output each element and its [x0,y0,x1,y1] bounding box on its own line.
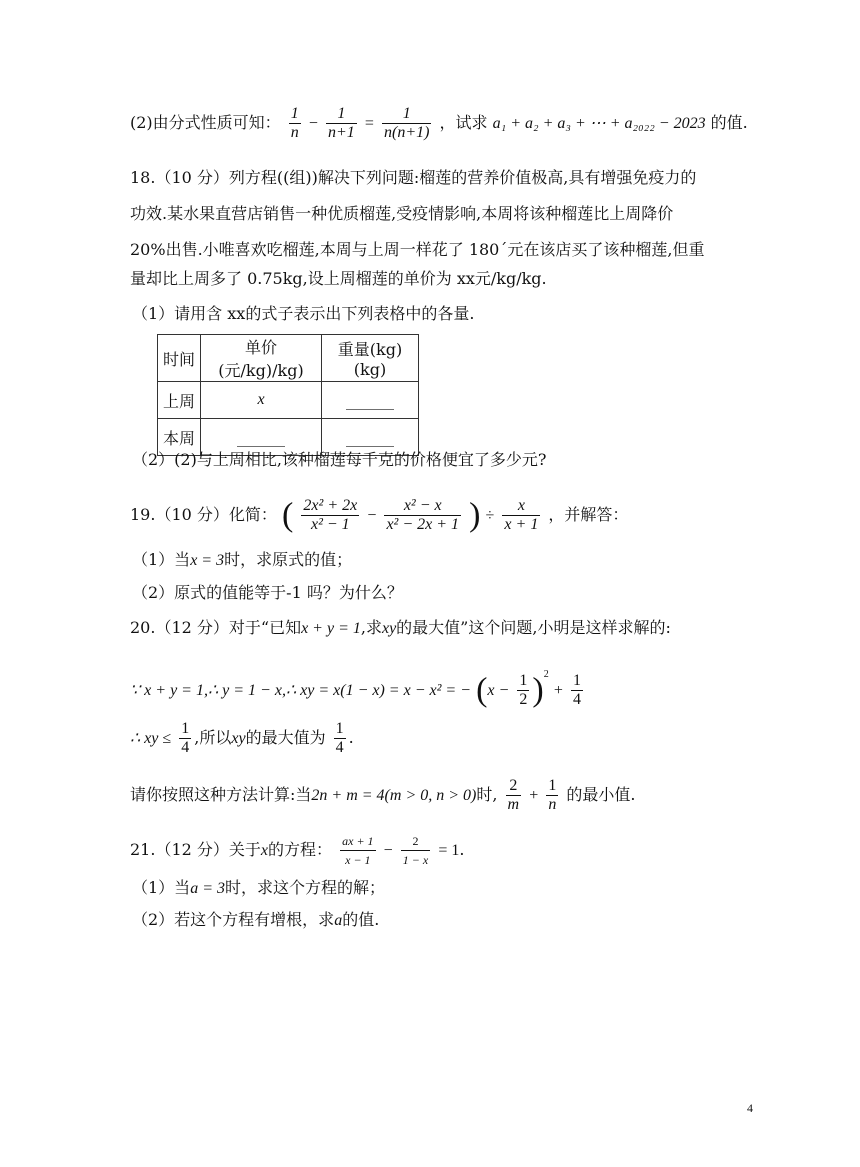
q21-head: 21.（12 分）关于x的方程： $\frac{ax + 1}{x - 1}$ − $\frac{2}{1 - x}$ = 1. [130,834,465,867]
q20-l1-xy: xy [381,620,397,637]
square-exponent: 2 [543,669,549,680]
q20-proof1-inner: x − [487,682,510,699]
frac-num: 1 [335,720,344,737]
plus-sign: + [553,682,563,699]
frac-den: 4 [335,739,344,756]
q21-frac-2 [401,832,430,869]
q17-ask-prefix: ，试求 [439,113,488,132]
q18-sub1: （1）请用含 xx的式子表示出下列表格中的各量. [132,304,475,323]
frac-num: 1 [572,672,581,689]
q19-head: 19.（10 分）化简： ( $\frac{\text{2x² + 2x}}{\text{x² − 1}}$ − $\frac{\text{x² − x}}{\text{x² − 2x + 1}}$ ) ÷ $\frac{x}{x + 1}$ ，并解答： [130,496,629,534]
table-header-row [158,335,419,382]
frac-den: x − 1 [345,853,371,867]
quarter-frac [571,672,583,709]
table-cell: ______ [201,419,322,456]
frac-num: 1 [290,105,299,122]
frac-num: 2 [401,832,430,851]
frac-num: 1 [548,777,557,794]
q17-ask-suffix: 的值. [710,113,748,132]
frac-den: m [507,796,520,813]
table-cell: 上周 [158,382,201,419]
q18-line1: 18.（10 分）列方程((组))解决下列问题:榴莲的营养价值极高,具有增强免疫力的 [130,168,697,187]
q20-calc: 请你按照这种方法计算:当2n + m = 4(m > 0, n > 0)时, $\frac{2}{m}$ + $\frac{1}{n}$ 的最小值. [130,777,636,813]
q21-sub2-a: a [334,912,343,929]
q20-proof2-post: 的最大值为 [245,728,326,747]
frac-num: ax + 1 [340,832,375,851]
q19-sub1-pre: （1）当 [132,550,191,569]
frac-num: 2 [506,777,522,796]
q20-proof-line2 [130,720,354,757]
frac-den: 1 − x [402,853,429,867]
q20-line1 [130,617,671,640]
table-header-cell: 重量(kg)(kg) [322,335,419,382]
q20-proof1-a: ∵ x + y = 1,∴ y = 1 − x,∴ xy = x(1 − x) = x − x² = − [130,682,471,699]
table-cell: ______ [322,419,419,456]
q21-sub1-post: 时，求这个方程的解； [224,878,385,897]
table-header-cell: 时间 [158,335,201,382]
table-cell: 本周 [158,419,201,456]
frac-num: 1 [519,672,528,689]
q21-head-pre: 21.（12 分）关于 [130,840,261,859]
q19-head-label: 19.（10 分）化简： [130,505,277,524]
frac-den: 4 [181,739,190,756]
q20-proof2-mid: ,所以 [194,728,232,747]
quarter-frac-3 [334,720,346,757]
q21-sub1-expr: a = 3 [190,880,225,897]
table-cell: ______ [322,382,419,419]
frac-den: n(n+1) [384,124,430,141]
page-number: 4 [747,1101,753,1115]
frac-num: 1 [382,105,431,124]
q21-sub1 [132,877,385,900]
q21-eq-tail: = 1 [438,842,460,859]
q21-sub2-post: 的值. [342,910,380,929]
q20-calc-expr: 2n + m = 4(m > 0, n > 0) [311,787,477,804]
q20-calc-mid: 时, [476,785,498,804]
q21-frac-1 [340,832,375,869]
q19-sub2: （2）原式的值能等于-1 吗？为什么？ [132,583,403,602]
q20-proof2-a: ∴ xy ≤ [130,730,172,747]
frac-den: 4 [572,691,581,708]
q19-frac-3 [502,497,540,534]
frac-1-over-n-plus-1 [326,105,357,142]
one-over-n [546,777,558,814]
q20-calc-post: 的最小值. [566,785,636,804]
q20-l1-pre: 20.（12 分）对于“已知 [130,618,302,637]
quarter-frac-2 [179,720,191,757]
q18-table [157,334,419,456]
q21-sub1-pre: （1）当 [132,878,191,897]
q18-line3: 20%出售.小唯喜欢吃榴莲,本周与上周一样花了 180´元在该店买了该种榴莲,但重 [130,240,705,259]
q20-l1-expr: x + y = 1 [301,620,361,637]
q18-sub2: （2）(2)与上周相比,该种榴莲每千克的价格便宜了多少元? [132,450,547,469]
frac-den: x + 1 [504,516,539,533]
q19-tail: ，并解答： [548,505,629,524]
frac-den: x² − 2x + 1 [386,516,460,533]
q21-x: x [260,842,269,859]
q19-frac-1 [301,497,359,534]
q20-l1-mid: ,求 [360,618,382,637]
half-frac [517,672,529,709]
frac-den: n [290,124,299,141]
q18-line2: 功效.某水果直营店销售一种优质榴莲,受疫情影响,本周将该种榴莲比上周降价 [130,204,674,223]
period: . [348,728,354,747]
q20-calc-pre: 请你按照这种方法计算:当 [130,785,312,804]
table-header-cell: 单价(元/kg)/kg) [201,335,322,382]
frac-num: 1 [326,105,357,124]
q21-head-mid: 的方程： [268,840,333,859]
frac-1-over-n-n-plus-1 [382,105,431,142]
q20-proof2-xy: xy [231,730,246,747]
q21-sub2-pre: （2）若这个方程有增根，求 [132,910,335,929]
frac-num: x [502,497,540,516]
q20-proof-line1: ∵ x + y = 1,∴ y = 1 − x,∴ xy = x(1 − x) = x − x² = − (x − $\frac{1}{2}$ )$^2$ + $\frac{1}{4}$ [130,669,581,709]
table-cell: x [201,382,322,419]
frac-den: 2 [519,691,528,708]
q21-sub2 [132,909,379,932]
q19-frac-2 [384,497,461,534]
frac-1-over-n [289,105,301,142]
frac-den: n+1 [327,124,355,141]
frac-num: x² − x [384,497,461,516]
q20-l1-post: 的最大值”这个问题,小明是这样求解的: [396,618,671,637]
q19-sub1 [132,549,352,572]
q19-sub1-post: 时，求原式的值； [224,550,353,569]
frac-den: n [548,796,557,813]
frac-num: 1 [181,720,190,737]
q17-part2-label: (2)由分式性质可知： [130,113,281,132]
two-over-m [506,777,522,814]
frac-den: x² − 1 [310,516,350,533]
q17-part2: (2)由分式性质可知： $\frac{1}{n}$ − $\frac{1}{n+1}$ = $\frac{1}{n(n+1)}$ ，试求 a₁ + a₂ + a₃ + ⋯ + a₂₀₂₂ − 2023 的值. [130,105,748,141]
table-row [158,382,419,419]
q17-ask-expr: a₁ + a₂ + a₃ + ⋯ + a₂₀₂₂ − 2023 [492,115,706,132]
frac-num: 2x² + 2x [303,497,358,514]
q19-sub1-expr: x = 3 [190,552,225,569]
q18-line4: 量却比上周多了 0.75kg,设上周榴莲的单价为 xx元/kg/kg. [130,269,547,288]
